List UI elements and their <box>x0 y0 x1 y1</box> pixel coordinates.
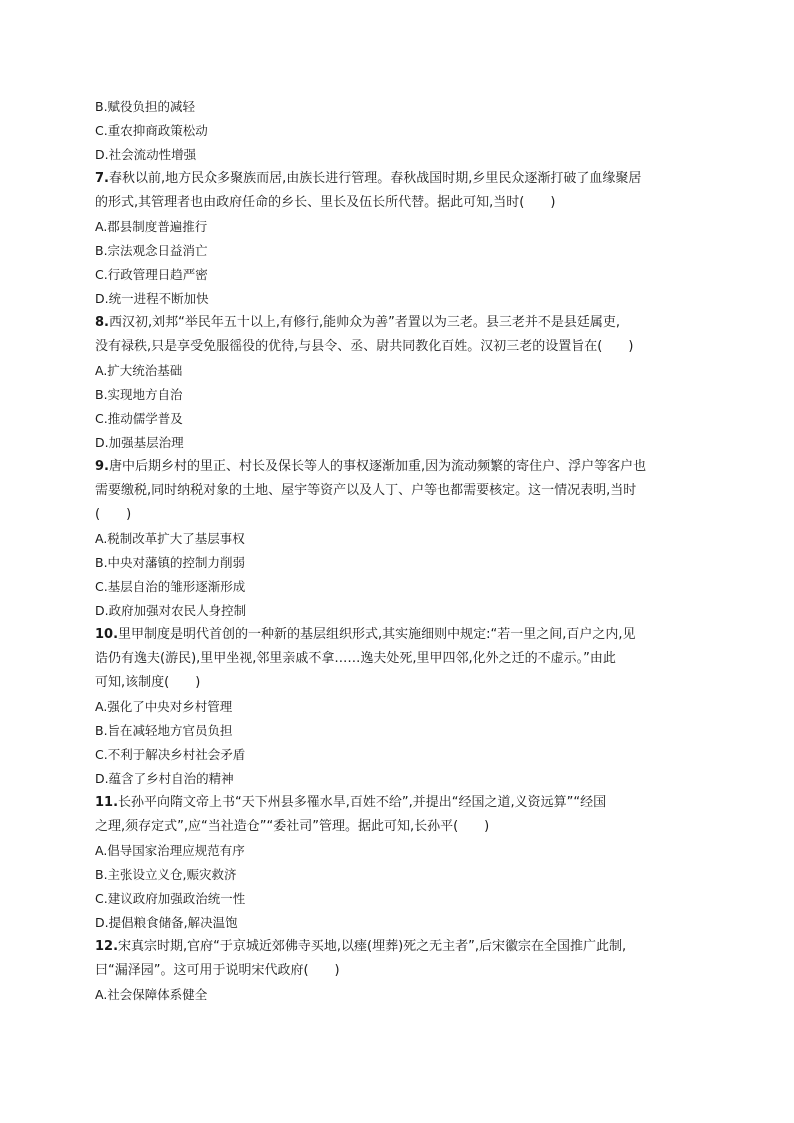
question-text: 唐中后期乡村的里正、村长及保长等人的事权逐渐加重,因为流动频繁的寄住户、浮户等客户也 <box>108 459 647 474</box>
answer-option: C.重农抑商政策松动 <box>95 123 208 138</box>
answer-option: D.蕴含了乡村自治的精神 <box>95 771 234 786</box>
answer-option: B.旨在减轻地方官员负担 <box>95 723 233 738</box>
answer-option: C.行政管理日趋严密 <box>95 267 208 282</box>
question-stem <box>95 311 700 335</box>
question-text-continued: 可知,该制度( ) <box>95 675 201 690</box>
answer-option: B.中央对藩镇的控制力削弱 <box>95 555 246 570</box>
answer-option: D.加强基层治理 <box>95 435 184 450</box>
question-stem <box>95 167 700 191</box>
question-number: 7. <box>95 171 109 186</box>
question-number: 11. <box>95 795 119 810</box>
question-stem <box>95 623 700 647</box>
question-text-continued: 需要缴税,同时纳税对象的土地、屋宇等资产以及人丁、户等也都需要核定。这一情况表明,当时 <box>95 483 637 498</box>
answer-option: A.扩大统治基础 <box>95 363 183 378</box>
question-text-continued: 的形式,其管理者也由政府任命的乡长、里长及伍长所代替。据此可知,当时( ) <box>95 195 556 210</box>
answer-option: A.倡导国家治理应规范有序 <box>95 843 245 858</box>
question-text-continued: 诰仍有逸夫(游民),里甲坐视,邻里亲戚不拿……逸夫处死,里甲四邻,化外之迁的不虚示。”由此 <box>95 651 616 666</box>
answer-option: B.主张设立义仓,赈灾救济 <box>95 867 237 882</box>
question-stem <box>95 935 700 959</box>
answer-option: A.税制改革扩大了基层事权 <box>95 531 245 546</box>
question-text: 宋真宗时期,官府“于京城近郊佛寺买地,以瘗(埋葬)死之无主者”,后宋徽宗在全国推广此制, <box>118 939 627 954</box>
question-stem <box>95 791 700 815</box>
answer-option: C.不利于解决乡村社会矛盾 <box>95 747 246 762</box>
answer-option: C.基层自治的雏形逐渐形成 <box>95 579 246 594</box>
answer-option: D.提倡粮食储备,解决温饱 <box>95 915 238 930</box>
question-text-continued: ( ) <box>95 507 132 522</box>
question-text: 春秋以前,地方民众多聚族而居,由族长进行管理。春秋战国时期,乡里民众逐渐打破了血缘聚居 <box>108 171 642 186</box>
question-text: 里甲制度是明代首创的一种新的基层组织形式,其实施细则中规定:“若一里之间,百户之内,见 <box>118 627 636 642</box>
question-text-continued: 之理,须存定式”,应“当社造仓”“委社司”管理。据此可知,长孙平( ) <box>95 819 490 834</box>
question-list <box>95 95 700 1007</box>
answer-option: C.建议政府加强政治统一性 <box>95 891 246 906</box>
question-stem <box>95 455 700 479</box>
answer-option: A.郡县制度普遍推行 <box>95 219 208 234</box>
question-text-continued: 曰“漏泽园”。这可用于说明宋代政府( ) <box>95 963 340 978</box>
answer-option: D.社会流动性增强 <box>95 147 197 162</box>
answer-option: B.实现地方自治 <box>95 387 183 402</box>
question-text: 长孙平向隋文帝上书“天下州县多罹水旱,百姓不给”,并提出“经国之道,义资远算”“经国 <box>118 795 607 810</box>
answer-option: B.宗法观念日益消亡 <box>95 243 208 258</box>
question-number: 12. <box>95 939 119 954</box>
answer-option: D.统一进程不断加快 <box>95 291 209 306</box>
question-number: 8. <box>95 315 109 330</box>
answer-option: A.社会保障体系健全 <box>95 987 208 1002</box>
question-number: 10. <box>95 627 119 642</box>
answer-option: D.政府加强对农民人身控制 <box>95 603 247 618</box>
answer-option: A.强化了中央对乡村管理 <box>95 699 233 714</box>
question-text: 西汉初,刘邦“举民年五十以上,有修行,能帅众为善”者置以为三老。县三老并不是县廷属吏, <box>108 315 620 330</box>
question-text-continued: 没有禄秩,只是享受免服徭役的优待,与县令、丞、尉共同教化百姓。汉初三老的设置旨在( ) <box>95 339 634 354</box>
answer-option: C.推动儒学普及 <box>95 411 183 426</box>
question-number: 9. <box>95 459 109 474</box>
answer-option: B.赋役负担的减轻 <box>95 99 196 114</box>
